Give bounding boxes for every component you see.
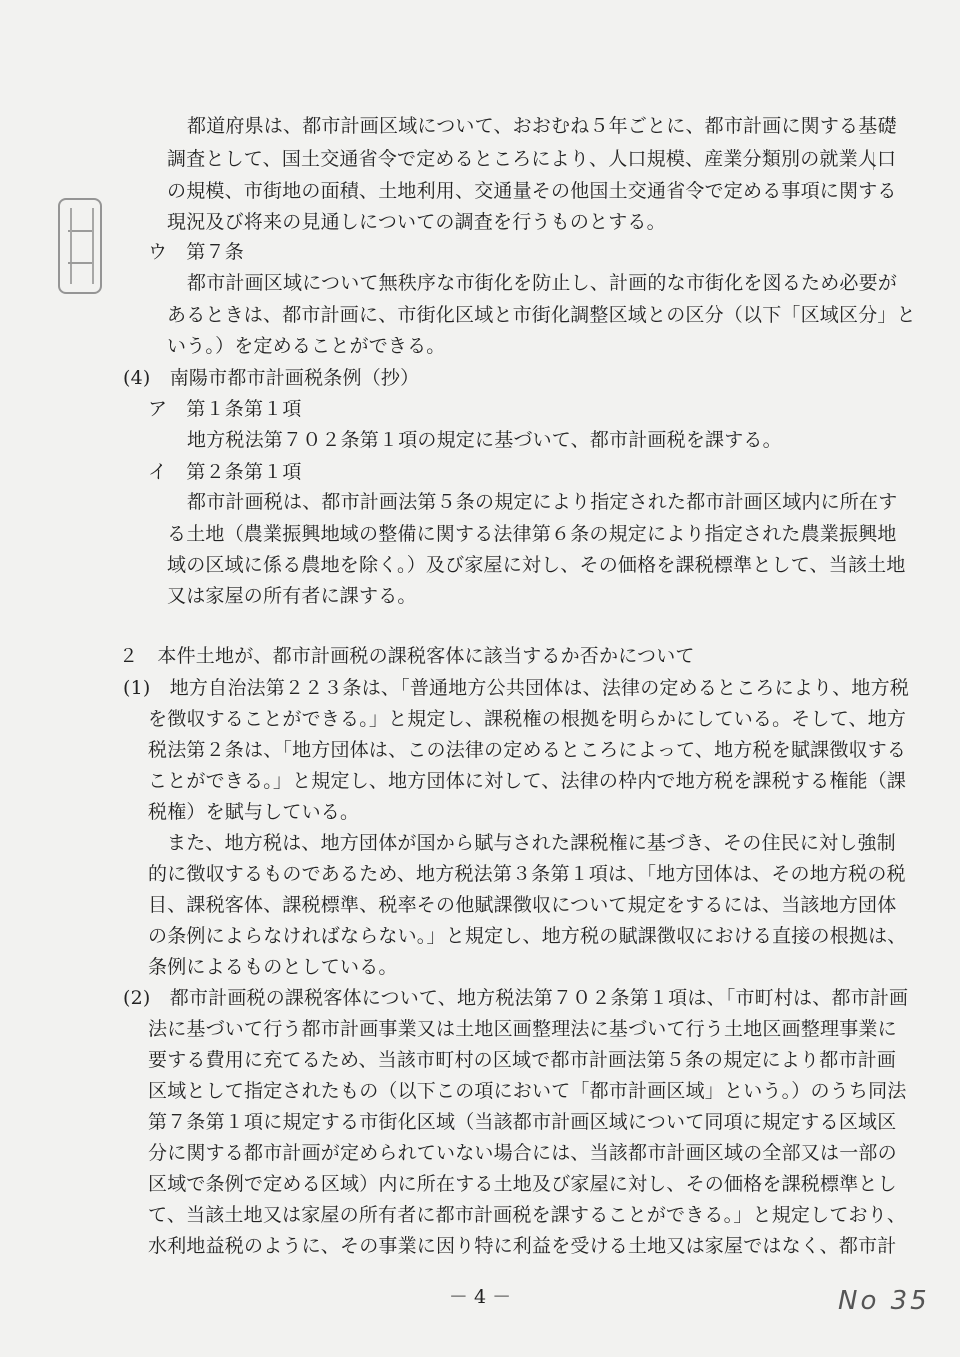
text-line: 税権）を賦与している。: [148, 801, 360, 823]
text-line: ことができる。」と規定し、地方団体に対して、法律の枠内で地方税を課税する権能（課: [148, 770, 907, 792]
text-line: また、地方税は、地方団体が国から賦与された課税権に基づき、その住民に対し強制: [167, 832, 896, 854]
section-heading: ア 第１条第１項: [148, 398, 302, 420]
text-line: 税法第２条は、「地方団体は、この法律の定めるところによって、地方税を賦課徴収する: [148, 739, 907, 761]
text-line: 条例によるものとしている。: [148, 956, 398, 978]
text-line: 的に徴収するものであるため、地方税法第３条第１項は、「地方団体は、その地方税の税: [148, 863, 906, 885]
text-line: 又は家屋の所有者に課する。: [167, 585, 417, 607]
seal-stamp: [58, 198, 102, 294]
section-heading: ２ 本件土地が、都市計画税の課税客体に該当するか否かについて: [119, 645, 695, 667]
text-line: 区域で条例で定める区域）内に所在する土地及び家屋に対し、その価格を課税標準とし: [148, 1173, 897, 1195]
text-line: いう。）を定めることができる。: [167, 335, 446, 357]
text-line: 目、課税客体、課税標準、税率その他賦課徴収について規定をするには、当該地方団体: [148, 894, 897, 916]
text-line: 法に基づいて行う都市計画事業又は土地区画整理法に基づいて行う土地区画整理事業に: [148, 1018, 897, 1040]
text-line: 要する費用に充てるため、当該市町村の区域で都市計画法第５条の規定により都市計画: [148, 1049, 897, 1071]
text-line: る土地（農業振興地域の整備に関する法律第６条の規定により指定された農業振興地: [167, 523, 897, 545]
text-line: 都市計画税は、都市計画法第５条の規定により指定された都市計画区域内に所在す: [187, 491, 898, 513]
text-line: (2) 都市計画税の課税客体について、地方税法第７０２条第１項は、「市町村は、都市計画: [123, 987, 909, 1009]
text-line: 域の区域に係る農地を除く。）及び家屋に対し、その価格を課税標準として、当該土地: [167, 554, 906, 576]
text-line: 区域として指定されたもの（以下この項において「都市計画区域」という。）のうち同法: [148, 1080, 907, 1102]
text-line: 分に関する都市計画が定められていない場合には、当該都市計画区域の全部又は一部の: [148, 1142, 897, 1164]
text-line: 都市計画区域について無秩序な市街化を防止し、計画的な市街化を図るため必要が: [187, 272, 898, 294]
text-line: 調査として、国土交通省令で定めるところにより、人口規模、産業分類別の就業人口: [167, 148, 897, 170]
section-heading: (4) 南陽市都市計画税条例（抄）: [123, 367, 420, 389]
text-line: の条例によらなければならない。」と規定し、地方税の賦課徴収における直接の根拠は、: [148, 925, 907, 947]
text-line: (1) 地方自治法第２２３条は、「普通地方公共団体は、法律の定めるところにより、地方税: [123, 677, 910, 699]
text-line: 第７条第１項に規定する市街化区域（当該都市計画区域について同項に規定する区域区: [148, 1111, 897, 1133]
text-line: の規模、市街地の面積、土地利用、交通量その他国土交通省令で定める事項に関する: [167, 180, 897, 202]
text-line: て、当該土地又は家屋の所有者に都市計画税を課することができる。」と規定しており、: [148, 1204, 907, 1226]
section-heading: ウ 第７条: [148, 241, 245, 263]
text-line: 水利地益税のように、その事業に因り特に利益を受ける土地又は家屋ではなく、都市計: [148, 1235, 897, 1257]
text-line: あるときは、都市計画に、市街化区域と市街化調整区域との区分（以下「区域区分」と: [167, 304, 916, 326]
text-line: 現況及び将来の見通しについての調査を行うものとする。: [167, 211, 666, 233]
text-line: 地方税法第７０２条第１項の規定に基づいて、都市計画税を課する。: [187, 429, 782, 451]
section-heading: イ 第２条第１項: [148, 461, 302, 483]
handwritten-number: No 35: [838, 1286, 930, 1316]
page-number: － 4 －: [448, 1286, 512, 1308]
text-line: 都道府県は、都市計画区域について、おおむね５年ごとに、都市計画に関する基礎: [187, 115, 897, 137]
text-line: を徴収することができる。」と規定し、課税権の根拠を明らかにしている。そして、地方: [148, 708, 907, 730]
